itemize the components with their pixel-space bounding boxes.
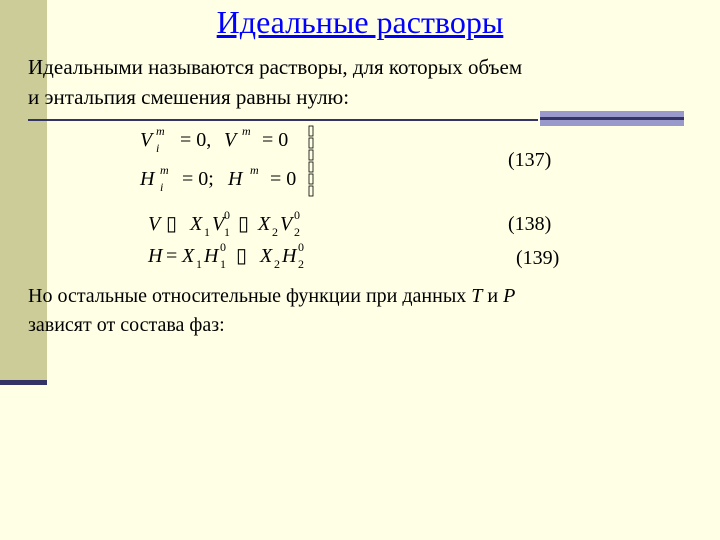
f4-op2: ▯ — [236, 245, 248, 267]
f1-vm-sup: m — [242, 124, 251, 138]
f3-x2: X — [258, 213, 271, 235]
f3-v1: V — [212, 213, 225, 235]
outro-var-t: T — [471, 285, 483, 307]
eq-number-138: (138) — [508, 213, 552, 235]
f4-lhs: H — [148, 245, 163, 267]
f3-x2-sub: 2 — [272, 225, 278, 239]
f4-h2: H — [282, 245, 297, 267]
f4-h1-sup: 0 — [220, 240, 226, 254]
f2-hm-rhs: = 0 — [270, 168, 297, 190]
f1-v-sup: m — [156, 124, 165, 138]
f4-h1: H — [204, 245, 219, 267]
f2-hm-base: H — [228, 168, 243, 190]
slide-title: Идеальные растворы — [216, 4, 504, 40]
f1-vm-base: V — [224, 129, 237, 151]
f4-x2-sub: 2 — [274, 257, 280, 271]
f2-h-sub: i — [160, 180, 164, 194]
brace-glyphs — [309, 126, 313, 196]
f3-op2: ▯ — [238, 213, 250, 235]
divider-accent-line — [540, 117, 684, 120]
f4-eq: = — [166, 245, 178, 267]
f4-h1-sub: 1 — [220, 257, 226, 271]
outro-line-2: зависят от состава фаз: — [28, 314, 225, 336]
outro-var-p: P — [503, 285, 516, 307]
outro-paragraph — [28, 282, 698, 340]
f3-v2: V — [280, 213, 293, 235]
f2-h-rhs: = 0; — [182, 168, 214, 190]
f1-vm-rhs: = 0 — [262, 129, 289, 151]
f3-v1-sub: 1 — [224, 225, 230, 239]
outro-line-1: Но остальные относительные функции при данных — [28, 285, 472, 307]
outro-and: и — [482, 285, 504, 307]
f1-v-base: V — [140, 129, 153, 151]
f1-v-rhs: = 0, — [180, 129, 212, 151]
f4-h2-sup: 0 — [298, 240, 304, 254]
f3-v1-sup: 0 — [224, 208, 230, 222]
eq-number-137: (137) — [508, 149, 552, 171]
f1-v-sub: i — [156, 141, 160, 155]
formula-svg — [120, 122, 590, 282]
intro-paragraph — [28, 52, 698, 112]
f3-x1-sub: 1 — [204, 225, 210, 239]
f3-v2-sup: 0 — [294, 208, 300, 222]
f4-x1: X — [182, 245, 195, 267]
f4-x1-sub: 1 — [196, 257, 202, 271]
formula-block — [120, 122, 590, 282]
left-decor-accent — [0, 380, 47, 385]
f3-v2-sub: 2 — [294, 225, 300, 239]
divider-line — [28, 119, 538, 121]
f3-x1: X — [190, 213, 203, 235]
f2-h-base: H — [140, 168, 155, 190]
f3-op1: ▯ — [166, 213, 178, 235]
f3-lhs: V — [148, 213, 161, 235]
intro-line-2: и энтальпия смешения равны нулю: — [28, 85, 350, 109]
f4-x2: X — [260, 245, 273, 267]
f2-h-sup: m — [160, 163, 169, 177]
intro-line-1: Идеальными называются растворы, для которых объем — [28, 55, 523, 79]
eq-number-139: (139) — [516, 247, 560, 269]
f4-h2-sub: 2 — [298, 257, 304, 271]
f2-hm-sup: m — [250, 163, 259, 177]
